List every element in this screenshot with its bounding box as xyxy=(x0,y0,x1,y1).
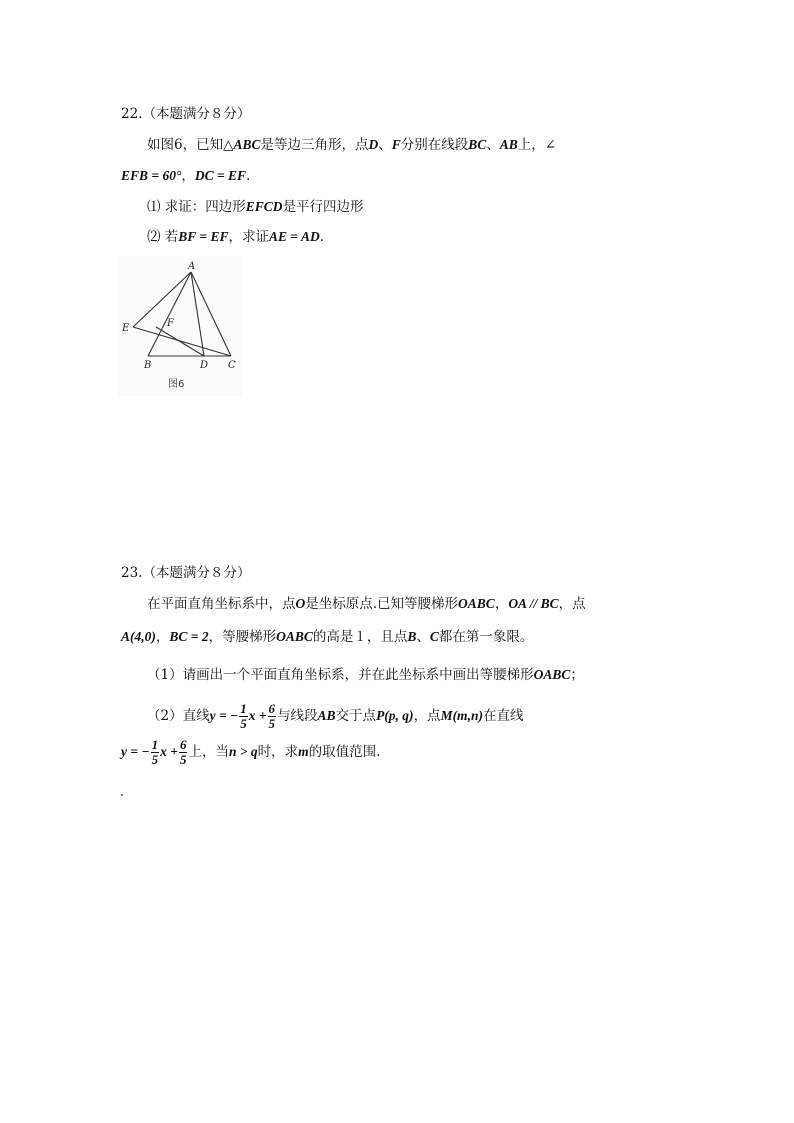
q23-oabc: OABC xyxy=(276,629,313,644)
label-c: C xyxy=(228,360,236,371)
q22-efcd: EFCD xyxy=(245,199,283,214)
q22-text: . xyxy=(319,229,325,245)
q22-bf-ef: BF = EF xyxy=(178,229,229,244)
q23-text: 在直线 xyxy=(482,708,524,724)
fraction-denominator: 5 xyxy=(151,752,159,767)
q23-part2 xyxy=(147,700,523,732)
q22-angle-efb: EFB = 60° xyxy=(121,168,182,183)
q22-text: 是平行四边形 xyxy=(282,199,364,215)
q23-oabc: OABC xyxy=(533,667,571,682)
q23-line-y: y = − xyxy=(209,708,239,723)
q23-intro-line1 xyxy=(147,594,586,614)
label-d: D xyxy=(200,360,209,371)
figure-6 xyxy=(118,256,242,396)
q23-text: ，点 xyxy=(413,708,441,724)
q22-text: 、 xyxy=(378,137,392,153)
fraction-numerator: 6 xyxy=(268,701,276,716)
q23-point-a: A(4,0) xyxy=(121,629,156,644)
q23-text: 、 xyxy=(416,629,430,645)
q23-point-c: C xyxy=(429,629,439,644)
q23-parallel: OA // BC xyxy=(508,596,559,611)
q23-text: （2）直线 xyxy=(147,708,210,724)
q23-line-x: x + xyxy=(160,744,178,759)
q23-text: 时，求 xyxy=(257,744,299,760)
q22-text: 是等边三角形，点 xyxy=(260,137,369,153)
q22-segment-bc: BC xyxy=(468,137,487,152)
q22-ae-ad: AE = AD xyxy=(269,229,320,244)
q23-point-b: B xyxy=(407,629,417,644)
label-f: F xyxy=(167,318,174,329)
q23-text: 的高是１，且点 xyxy=(312,629,408,645)
figure-6-background xyxy=(118,256,242,396)
q22-part2 xyxy=(147,227,324,247)
q23-point-m: M(m,n) xyxy=(440,708,483,723)
label-a: A xyxy=(188,261,196,272)
fraction-denominator: 5 xyxy=(240,716,247,731)
fraction-one-fifth xyxy=(151,738,160,767)
q23-text: ， xyxy=(155,629,170,645)
q22-text: 、 xyxy=(486,137,500,153)
q23-text: ，点 xyxy=(558,596,586,612)
q23-text: 都在第一象限。 xyxy=(438,629,534,645)
q22-part1 xyxy=(147,197,364,217)
q22-text: ⑴ 求证：四边形 xyxy=(147,199,246,215)
q23-part3 xyxy=(121,736,380,768)
q22-dc-ef: DC = EF xyxy=(194,168,247,183)
label-b: B xyxy=(144,360,152,371)
stray-dot xyxy=(121,794,123,796)
q23-text: 是坐标原点.已知等腰梯形 xyxy=(305,596,459,612)
q23-origin-o: O xyxy=(295,596,306,611)
q23-text: （1）请画出一个平面直角坐标系，并在此坐标系中画出等腰梯形 xyxy=(147,667,534,683)
q22-text: 分别在线段 xyxy=(400,137,469,153)
fraction-numerator: 6 xyxy=(179,737,187,752)
q23-variable-m: m xyxy=(298,744,309,759)
q22-text: 如图6，已知 xyxy=(147,137,224,153)
q22-triangle: △ABC xyxy=(223,137,261,152)
fraction-one-fifth xyxy=(239,702,248,731)
q22-intro-line2 xyxy=(121,166,250,186)
q23-text: ； xyxy=(570,667,584,683)
q23-part1 xyxy=(147,665,584,685)
fraction-six-fifths xyxy=(179,738,188,767)
q23-text: 交于点 xyxy=(335,708,377,724)
q23-header: 23.（本题满分８分） xyxy=(121,565,251,581)
q23-point-p: P(p, q) xyxy=(376,708,414,723)
q22-segment-ab: AB xyxy=(499,137,518,152)
q23-intro-line2 xyxy=(121,627,533,647)
fraction-denominator: 5 xyxy=(268,716,276,731)
q22-intro-line1 xyxy=(147,135,556,155)
q23-line-y: y = − xyxy=(121,744,150,759)
q22-point-d: D xyxy=(368,137,379,152)
q23-bc-length: BC = 2 xyxy=(169,629,209,644)
figure-caption: 图6 xyxy=(168,379,185,390)
q22-text: ， xyxy=(181,168,195,184)
q23-text: ，等腰梯形 xyxy=(208,629,277,645)
q22-header: 22.（本题满分８分） xyxy=(121,106,251,122)
fraction-denominator: 5 xyxy=(179,752,187,767)
q22-text: . xyxy=(246,168,251,184)
fraction-six-fifths xyxy=(268,702,277,731)
q23-text: 与线段 xyxy=(277,708,318,724)
q22-text: ，求证 xyxy=(228,229,270,245)
q22-text: ⑵ 若 xyxy=(147,229,179,245)
q23-condition: n > q xyxy=(228,744,258,759)
q23-line-x: x + xyxy=(248,708,267,723)
label-e: E xyxy=(122,323,130,334)
q22-point-f: F xyxy=(391,137,401,152)
q23-oabc: OABC xyxy=(458,596,495,611)
figure-6-diagram xyxy=(118,256,242,396)
q23-text: 的取值范围. xyxy=(308,744,381,760)
fraction-numerator: 1 xyxy=(240,701,247,716)
q23-text: 在平面直角坐标系中，点 xyxy=(147,596,296,612)
q23-text: 上，当 xyxy=(188,744,229,760)
q23-segment-ab: AB xyxy=(317,708,336,723)
q22-text: 上，∠ xyxy=(517,137,557,153)
q23-text: ， xyxy=(494,596,509,612)
fraction-numerator: 1 xyxy=(151,737,159,752)
